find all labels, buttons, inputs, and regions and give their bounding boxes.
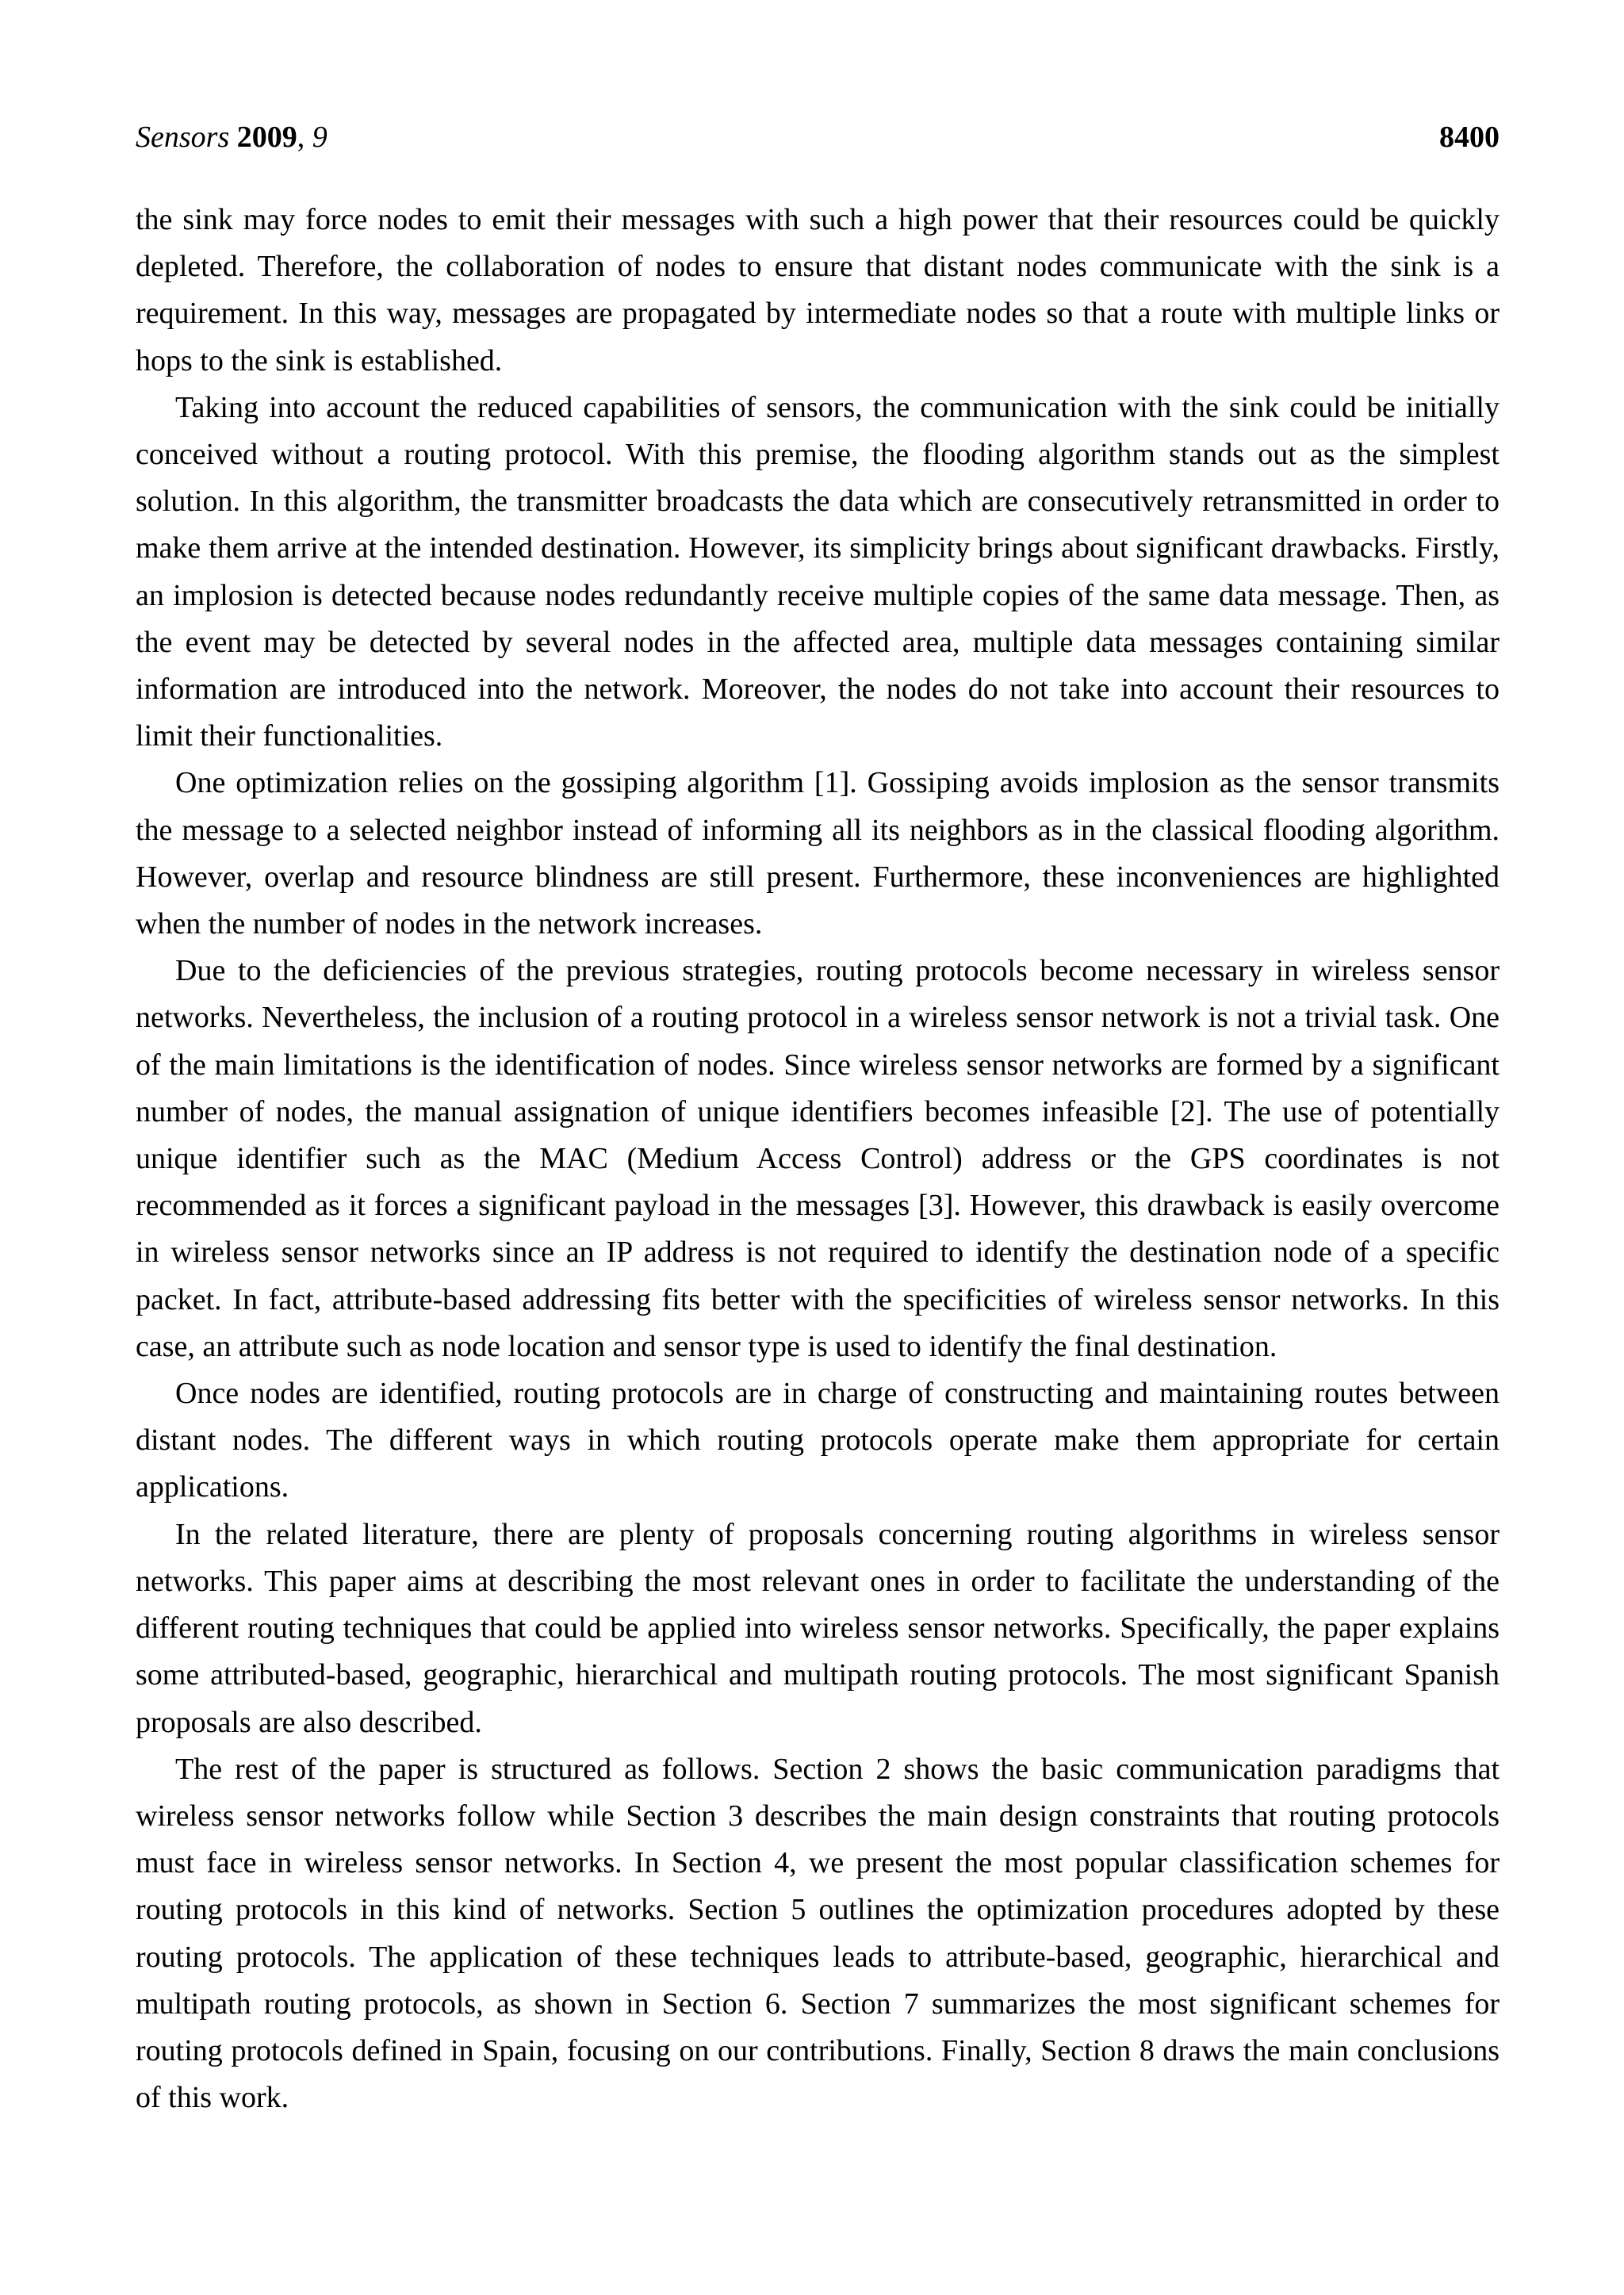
journal-citation xyxy=(136,117,327,157)
paragraph-5: Once nodes are identified, routing protocols are in charge of constructing and maintaining routes between distant nodes. The different ways in which routing protocols operate make them appropriate for certain applications. xyxy=(136,1377,1500,1504)
journal-year: 2009 xyxy=(236,121,297,154)
paragraph-7: The rest of the paper is structured as follows. Section 2 shows the basic communication paradigms that wireless sensor networks follow while Section 3 describes the main design constraints that routing protocols must face in wireless sensor networks. In Section 4, we present the most popular classification schemes for routing protocols in this kind of networks. Section 5 outlines the optimization procedures adopted by these routing protocols. The application of these techniques leads to attribute-based, geographic, hierarchical and multipath routing protocols, as shown in Section 6. Section 7 summarizes the most significant schemes for routing protocols defined in Spain, focusing on our contributions. Finally, Section 8 draws the main conclusions of this work. xyxy=(136,1752,1500,2115)
page-number: 8400 xyxy=(1439,121,1500,154)
journal-name: Sensors xyxy=(136,121,230,154)
running-header xyxy=(136,117,1500,157)
paragraph-4: Due to the deficiencies of the previous strategies, routing protocols become necessary in wireless sensor networks. Nevertheless, the inclusion of a routing protocol in a wireless sensor network is not a trivial task. One of the main limitations is the identification of nodes. Since wireless sensor networks are formed by a significant number of nodes, the manual assignation of unique identifiers becomes infeasible [2]. The use of potentially unique identifier such as the MAC (Medium Access Control) address or the GPS coordinates is not recommended as it forces a significant payload in the messages [3]. However, this drawback is easily overcome in wireless sensor networks since an IP address is not required to identify the destination node of a specific packet. In fact, attribute-based addressing fits better with the specificities of wireless sensor networks. In this case, an attribute such as node location and sensor type is used to identify the final destination. xyxy=(136,954,1500,1363)
citation-separator: , xyxy=(297,121,312,154)
paragraph-6: In the related literature, there are plenty of proposals concerning routing algorithms in wireless sensor networks. This paper aims at describing the most relevant ones in order to facilitate the understanding of the different routing techniques that could be applied into wireless sensor networks. Specifically, the paper explains some attributed-based, geographic, hierarchical and multipath routing protocols. The most significant Spanish proposals are also described. xyxy=(136,1517,1500,1739)
paragraph-3: One optimization relies on the gossiping algorithm [1]. Gossiping avoids implosion as the sensor transmits the message to a selected neighbor instead of informing all its neighbors as in the classical flooding algorithm. However, overlap and resource blindness are still present. Furthermore, these inconveniences are highlighted when the number of nodes in the network increases. xyxy=(136,766,1500,941)
journal-volume: 9 xyxy=(312,121,327,154)
body-text xyxy=(136,197,1500,2121)
paragraph-2: Taking into account the reduced capabilities of sensors, the communication with the sink could be initially conceived without a routing protocol. With this premise, the flooding algorithm stands out as the simplest solution. In this algorithm, the transmitter broadcasts the data which are consecutively retransmitted in order to make them arrive at the intended destination. However, its simplicity brings about significant drawbacks. Firstly, an implosion is detected because nodes redundantly receive multiple copies of the same data message. Then, as the event may be detected by several nodes in the affected area, multiple data messages containing similar information are introduced into the network. Moreover, the nodes do not take into account their resources to limit their functionalities. xyxy=(136,390,1500,753)
paragraph-1: the sink may force nodes to emit their messages with such a high power that their resources could be quickly depleted. Therefore, the collaboration of nodes to ensure that distant nodes communicate with the sink is a requirement. In this way, messages are propagated by intermediate nodes so that a route with multiple links or hops to the sink is established. xyxy=(136,203,1500,377)
